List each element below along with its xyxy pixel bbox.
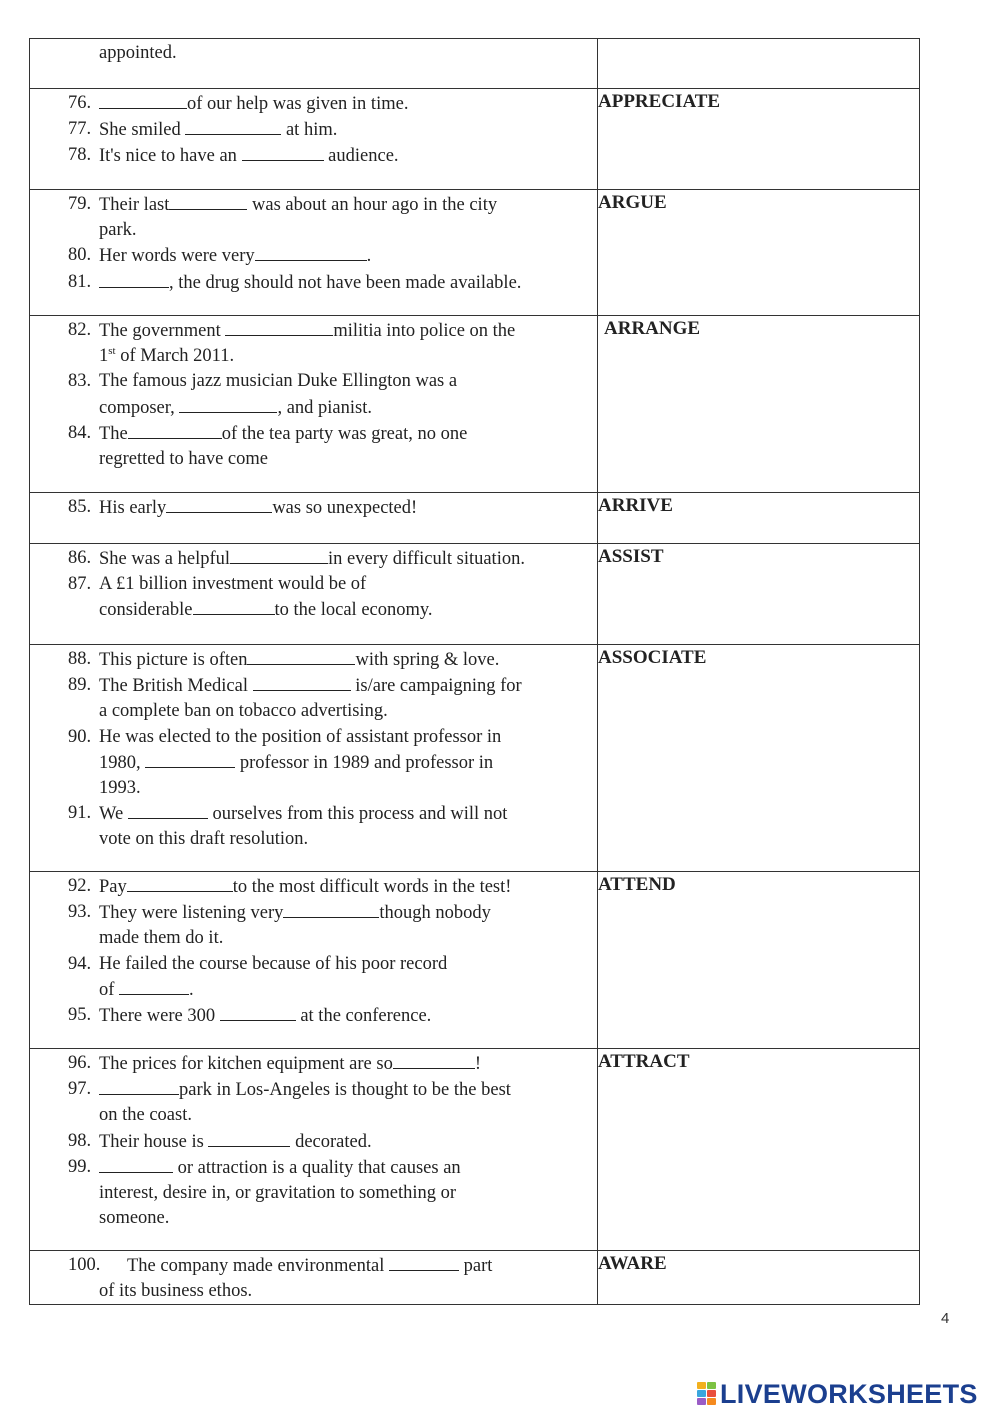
answer-blank[interactable]: [99, 270, 169, 288]
root-word-cell: [598, 1251, 920, 1305]
question-text: decorated.: [290, 1131, 372, 1152]
question-text: to the most difficult words in the test!: [232, 877, 512, 897]
question-number: 79.: [68, 194, 92, 214]
question-text: 1993.: [99, 778, 141, 799]
question-line: [68, 495, 597, 521]
questions-cell: [30, 493, 598, 544]
question-line: [68, 1129, 597, 1155]
question-text: of March 2011.: [115, 346, 235, 367]
root-word-cell: [598, 645, 920, 872]
liveworksheets-logo: [697, 1379, 978, 1409]
questions-cell: [30, 190, 598, 316]
root-word-cell: [598, 190, 920, 316]
root-word: APPRECIATE: [598, 91, 721, 112]
root-word-cell: [598, 316, 920, 493]
question-line: [68, 1206, 597, 1231]
question-line: [68, 952, 597, 977]
question-line: [68, 874, 597, 900]
question-list: [30, 39, 597, 66]
question-text: The prices for kitchen equipment are so: [99, 1054, 393, 1074]
question-text: or attraction is a quality that causes an: [173, 1157, 461, 1178]
question-text: ourselves from this process and will not: [207, 804, 508, 825]
question-number: 82.: [68, 320, 92, 340]
root-word: ARRIVE: [598, 495, 673, 516]
question-line: [68, 369, 597, 394]
question-line: [68, 827, 597, 852]
logo-mark-tile: [707, 1390, 716, 1397]
question-text: His early: [99, 498, 167, 518]
question-line: [68, 647, 597, 673]
question-list: [30, 190, 597, 296]
root-word: AWARE: [598, 1253, 667, 1274]
question-text: She was a helpful: [99, 549, 231, 569]
question-list: [30, 1251, 597, 1304]
question-text: park in Los-Angeles is thought to be the best: [179, 1080, 511, 1101]
question-text: is/are campaigning for: [350, 676, 522, 697]
answer-blank[interactable]: [393, 1051, 475, 1069]
question-list: [30, 645, 597, 853]
question-text: audience.: [323, 146, 399, 167]
question-text: interest, desire in, or gravitation to something or: [99, 1183, 457, 1204]
question-text: They were listening very: [99, 903, 284, 924]
question-number: 96.: [68, 1053, 92, 1073]
question-text: The famous jazz musician Duke Ellington was a: [99, 371, 458, 392]
question-text: at the conference.: [295, 1006, 432, 1027]
question-text: vote on this draft resolution.: [99, 829, 309, 850]
question-text: He was elected to the position of assistant professor in: [99, 726, 502, 747]
question-text: , the drug should not have been made available.: [169, 272, 522, 293]
questions-cell: [30, 645, 598, 872]
question-line: [68, 91, 597, 117]
question-text: in every difficult situation.: [328, 549, 525, 569]
question-line: [68, 776, 597, 801]
root-word-cell: [598, 89, 920, 190]
answer-blank[interactable]: [127, 874, 233, 892]
question-line: [68, 801, 597, 827]
question-line: [68, 192, 597, 218]
question-text: on the coast.: [99, 1105, 192, 1126]
answer-blank[interactable]: [242, 143, 324, 161]
question-line: [68, 1155, 597, 1181]
root-word-cell: [598, 39, 920, 89]
questions-cell: [30, 39, 598, 89]
question-text: of: [99, 979, 120, 1000]
question-line: [68, 725, 597, 750]
question-text: park.: [99, 220, 137, 241]
question-text: to the local economy.: [274, 600, 433, 621]
answer-blank[interactable]: [128, 421, 222, 439]
worksheet-row: [30, 645, 920, 872]
question-number: 100.: [68, 1255, 101, 1275]
question-line: [68, 395, 597, 421]
question-line: [68, 447, 597, 472]
answer-blank[interactable]: [99, 91, 187, 109]
root-word: ATTEND: [598, 874, 676, 895]
question-text: We: [99, 804, 128, 825]
question-number: 98.: [68, 1130, 92, 1151]
logo-mark-tile: [707, 1398, 716, 1405]
question-line: [68, 1181, 597, 1206]
question-text: a complete ban on tobacco advertising.: [99, 701, 388, 722]
question-text: 1980,: [99, 752, 146, 773]
question-number: 86.: [68, 548, 92, 568]
question-text: There were 300: [99, 1006, 220, 1027]
question-number: 93.: [68, 902, 92, 923]
question-line: [68, 318, 597, 344]
root-word: ARRANGE: [604, 318, 701, 339]
question-number: 84.: [68, 422, 92, 443]
question-number: 78.: [68, 145, 92, 166]
answer-blank[interactable]: [145, 750, 235, 768]
question-line: [68, 421, 597, 447]
worksheet-row: [30, 872, 920, 1049]
logo-mark-tile: [707, 1382, 716, 1389]
question-line: [68, 572, 597, 597]
question-number: 77.: [68, 119, 92, 140]
answer-blank[interactable]: [99, 1155, 173, 1173]
answer-blank[interactable]: [225, 318, 333, 336]
question-number: 83.: [68, 371, 92, 392]
question-line: [68, 1279, 597, 1304]
question-text: The: [99, 423, 128, 444]
logo-mark-icon: [697, 1382, 717, 1406]
worksheet-row: [30, 544, 920, 645]
question-text: was so unexpected!: [272, 498, 418, 518]
question-text: 1: [99, 346, 109, 367]
question-text: part: [459, 1256, 493, 1276]
question-list: [30, 316, 597, 472]
question-text: was about an hour ago in the city: [247, 195, 498, 215]
answer-blank[interactable]: [283, 900, 379, 918]
worksheet-row: [30, 190, 920, 316]
question-number: 97.: [68, 1079, 92, 1100]
question-list: [30, 1049, 597, 1231]
question-number: 87.: [68, 574, 92, 595]
question-text: though nobody: [379, 903, 491, 924]
questions-cell: [30, 1251, 598, 1305]
question-text: This picture is often: [99, 650, 248, 670]
question-line: [68, 977, 597, 1003]
question-line: [68, 243, 597, 269]
worksheet-row: [30, 493, 920, 544]
question-text: , and pianist.: [277, 397, 372, 418]
question-number: 91.: [68, 803, 92, 824]
questions-cell: [30, 316, 598, 493]
question-line: [68, 218, 597, 243]
question-line: [68, 143, 597, 169]
answer-blank[interactable]: [128, 801, 208, 819]
question-line: [68, 750, 597, 776]
question-line: [68, 1103, 597, 1128]
questions-cell: [30, 544, 598, 645]
question-number: 85.: [68, 497, 92, 517]
question-text: He failed the course because of his poor record: [99, 953, 448, 974]
worksheet-table: [29, 38, 920, 1305]
question-text: militia into police on the: [333, 321, 516, 341]
question-line: [68, 270, 597, 296]
question-number: 95.: [68, 1005, 92, 1026]
question-line: [68, 41, 597, 66]
question-number: 94.: [68, 953, 92, 974]
question-list: [30, 544, 597, 624]
answer-blank[interactable]: [119, 977, 189, 995]
question-text: of our help was given in time.: [187, 94, 409, 114]
answer-blank[interactable]: [169, 192, 247, 210]
question-line: [68, 673, 597, 699]
worksheet-row: [30, 1251, 920, 1305]
question-number: 92.: [68, 876, 92, 896]
question-line: [68, 597, 597, 623]
question-text: !: [474, 1054, 482, 1074]
answer-blank[interactable]: [193, 597, 275, 615]
answer-blank[interactable]: [179, 395, 277, 413]
answer-blank[interactable]: [253, 673, 351, 691]
question-text: made them do it.: [99, 928, 224, 949]
question-line: [68, 546, 597, 572]
logo-mark-tile: [697, 1382, 706, 1389]
answer-blank[interactable]: [255, 243, 367, 261]
question-number: 76.: [68, 93, 92, 113]
root-word-cell: [598, 872, 920, 1049]
question-list: [30, 872, 597, 1029]
answer-blank[interactable]: [208, 1129, 290, 1147]
questions-cell: [30, 872, 598, 1049]
question-number: 89.: [68, 675, 92, 696]
question-text: Her words were very: [99, 246, 255, 267]
worksheet-row: [30, 316, 920, 493]
question-number: 81.: [68, 271, 92, 292]
question-line: [68, 1077, 597, 1103]
worksheet-row: [30, 89, 920, 190]
worksheet-row: [30, 1049, 920, 1251]
question-text: of the tea party was great, no one: [221, 423, 468, 444]
question-number: 90.: [68, 726, 92, 747]
root-word-cell: [598, 544, 920, 645]
root-word-cell: [598, 493, 920, 544]
answer-blank[interactable]: [247, 647, 355, 665]
question-line: [68, 1253, 597, 1279]
question-text: considerable: [99, 600, 193, 621]
page-number: 4: [941, 1310, 950, 1327]
question-text: someone.: [99, 1208, 170, 1229]
question-text: The company made environmental: [127, 1256, 389, 1276]
root-word: ATTRACT: [598, 1051, 690, 1072]
question-line: [68, 117, 597, 143]
question-line: [68, 699, 597, 724]
answer-blank[interactable]: [185, 117, 281, 135]
question-text: .: [366, 246, 372, 267]
root-word: ASSIST: [598, 546, 664, 567]
question-text: She smiled: [99, 120, 186, 141]
question-list: [30, 493, 597, 521]
question-text: Their house is: [99, 1131, 209, 1152]
root-word: ARGUE: [598, 192, 667, 213]
question-text: at him.: [281, 120, 338, 141]
answer-blank[interactable]: [166, 495, 272, 513]
question-text: professor in 1989 and professor in: [235, 752, 494, 773]
root-word: ASSOCIATE: [598, 647, 707, 668]
answer-blank[interactable]: [99, 1077, 179, 1095]
question-text: regretted to have come: [99, 449, 268, 470]
question-line: [68, 900, 597, 926]
question-number: 88.: [68, 649, 92, 669]
question-text: A £1 billion investment would be of: [99, 574, 367, 595]
logo-mark-tile: [697, 1390, 706, 1397]
worksheet-row: [30, 39, 920, 89]
questions-cell: [30, 89, 598, 190]
question-line: [68, 926, 597, 951]
question-text: The British Medical: [99, 676, 253, 697]
question-line: [68, 344, 597, 369]
logo-text: LIVEWORKSHEETS: [720, 1378, 978, 1409]
question-text: of its business ethos.: [99, 1281, 253, 1302]
questions-cell: [30, 1049, 598, 1251]
answer-blank[interactable]: [220, 1003, 296, 1021]
question-number: 80.: [68, 245, 92, 266]
question-text: The government: [99, 321, 226, 341]
question-text: Their last: [99, 195, 170, 215]
question-line: [68, 1003, 597, 1029]
superscript-text: st: [108, 345, 116, 358]
logo-mark-tile: [697, 1398, 706, 1405]
answer-blank[interactable]: [389, 1253, 459, 1271]
question-text: appointed.: [99, 43, 177, 63]
question-list: [30, 89, 597, 170]
question-line: [68, 1051, 597, 1077]
root-word-cell: [598, 1049, 920, 1251]
question-text: with spring & love.: [355, 650, 500, 670]
question-text: It's nice to have an: [99, 146, 242, 167]
question-text: .: [189, 979, 194, 1000]
answer-blank[interactable]: [230, 546, 328, 564]
question-text: composer,: [99, 397, 180, 418]
question-text: Pay: [99, 877, 127, 897]
question-number: 99.: [68, 1156, 92, 1177]
